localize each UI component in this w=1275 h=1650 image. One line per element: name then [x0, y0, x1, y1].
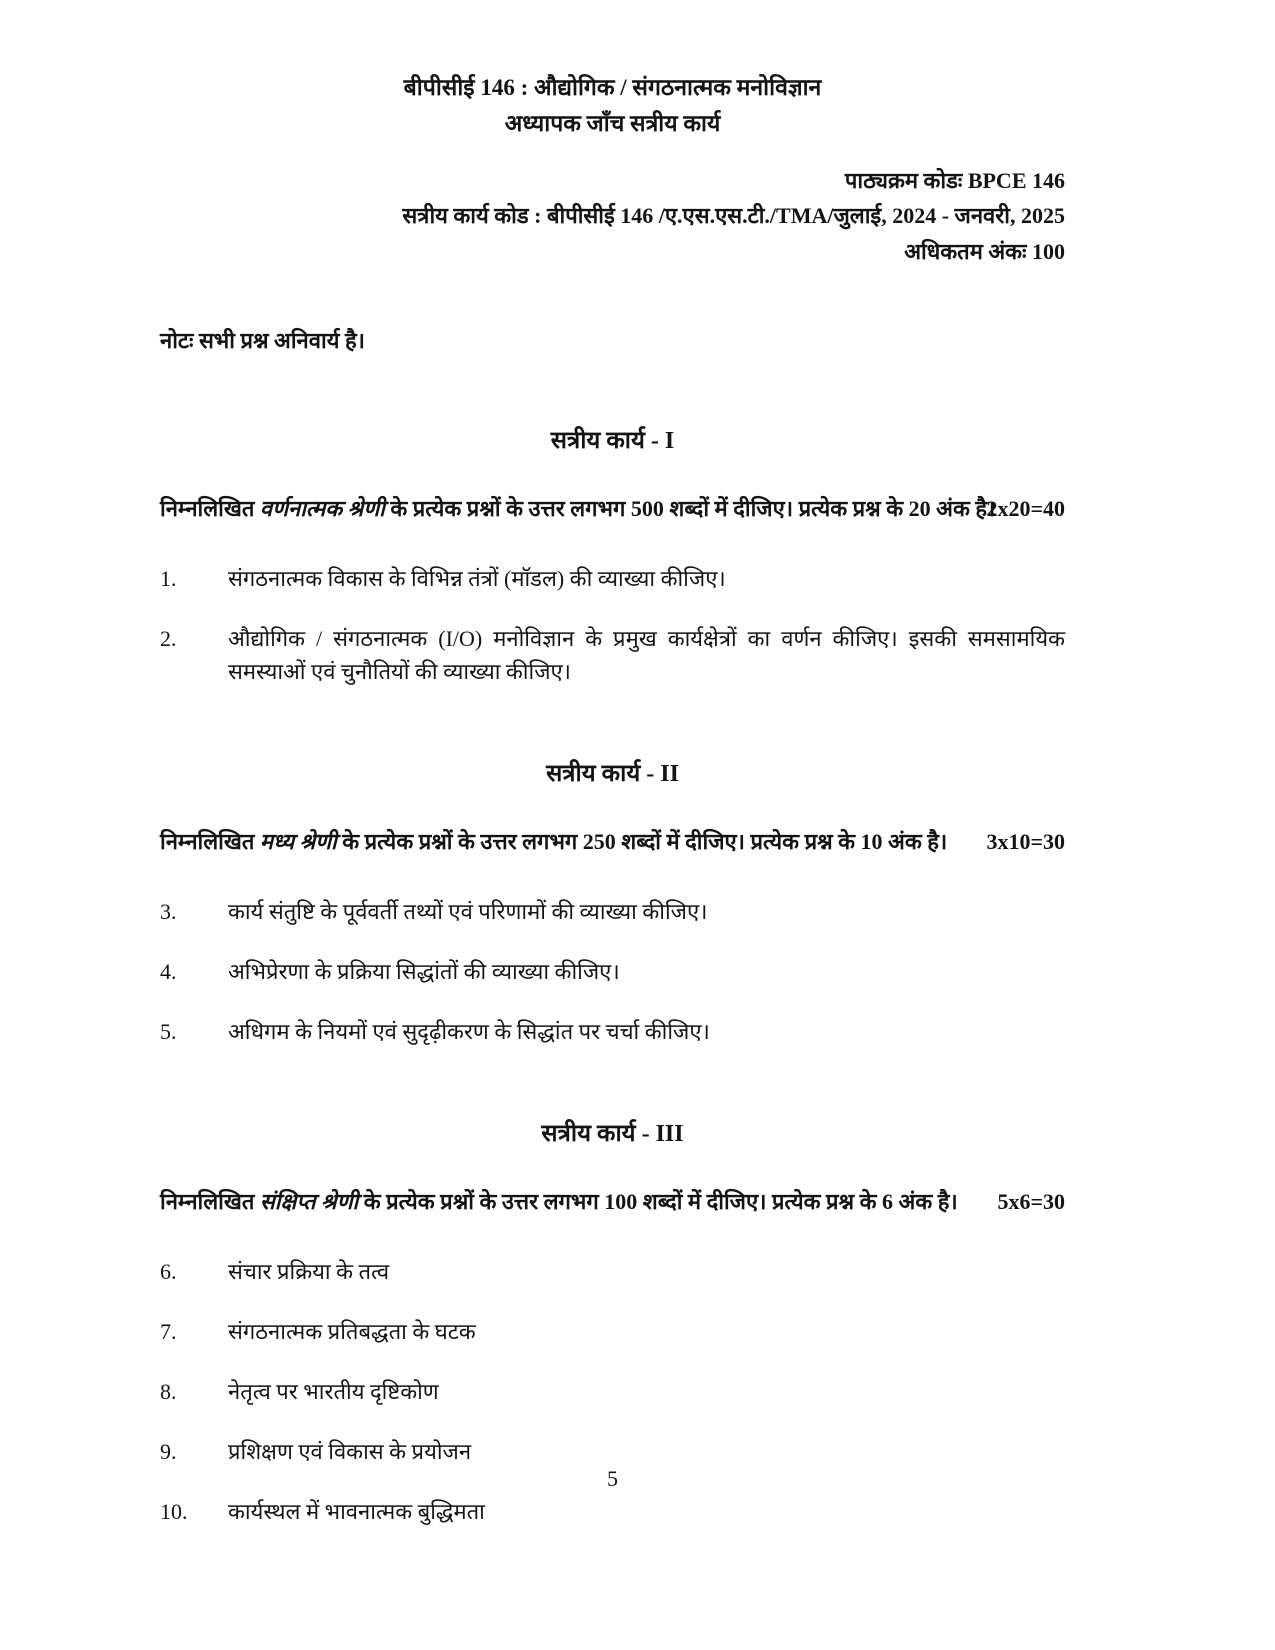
section-1-heading: सत्रीय कार्य - I: [550, 427, 675, 454]
section-1-instruction: [160, 492, 1065, 526]
question-text: संगठनात्मक विकास के विभिन्न तंत्रों (मॉडल) की व्याख्या कीजिए।: [228, 565, 726, 591]
question-number: 10.: [160, 1499, 188, 1525]
question-text: अधिगम के नियमों एवं सुदृढ़ीकरण के सिद्धांत पर चर्चा कीजिए।: [228, 1019, 710, 1045]
header-meta: [160, 163, 1065, 269]
question-number: 6.: [160, 1259, 177, 1285]
section-2-marks: 3x10=30: [986, 828, 1065, 854]
question-row: [160, 1315, 1065, 1348]
section-1: [160, 423, 1065, 688]
section-3-heading: सत्रीय कार्य - III: [541, 1121, 684, 1148]
note-line: नोटः सभी प्रश्न अनिवार्य है।: [160, 327, 365, 353]
question-row: [160, 1495, 1065, 1528]
question-text: कार्यस्थल में भावनात्मक बुद्धिमता: [228, 1499, 485, 1525]
section-2-instruction: [160, 825, 1065, 859]
instruction-prefix: निम्नलिखित: [160, 495, 255, 521]
question-number: 2.: [160, 625, 177, 651]
instruction-category-emphasis: वर्णनात्मक श्रेणी: [259, 495, 385, 521]
instruction-rest: के प्रत्येक प्रश्नों के उत्तर लगभग 500 शब्दों में दीजिए। प्रत्येक प्रश्न के 20 अंक है।: [390, 495, 996, 521]
assignment-code: सत्रीय कार्य कोड : बीपीसीई 146 /ए.एस.एस.टी./TMA/जुलाई, 2024 - जनवरी, 2025: [402, 203, 1065, 229]
question-number: 1.: [160, 565, 177, 591]
instruction-rest: के प्रत्येक प्रश्नों के उत्तर लगभग 100 शब्दों में दीजिए। प्रत्येक प्रश्न के 6 अंक है।: [363, 1189, 958, 1215]
question-number: 8.: [160, 1379, 177, 1405]
question-row: [160, 1015, 1065, 1048]
instruction-prefix: निम्नलिखित: [160, 828, 255, 854]
question-row: [160, 1255, 1065, 1288]
section-3-marks: 5x6=30: [997, 1189, 1065, 1215]
document-title-line1: बीपीसीई 146 : औद्योगिक / संगठनात्मक मनोविज्ञान: [403, 75, 822, 100]
question-number: 9.: [160, 1439, 177, 1465]
question-number: 5.: [160, 1019, 177, 1045]
document-title-line2: अध्यापक जाँच सत्रीय कार्य: [504, 110, 721, 136]
question-text: संगठनात्मक प्रतिबद्धता के घटक: [228, 1319, 476, 1345]
question-text: प्रशिक्षण एवं विकास के प्रयोजन: [228, 1439, 472, 1465]
question-row: [160, 1375, 1065, 1408]
question-text: संचार प्रक्रिया के तत्व: [228, 1259, 390, 1285]
question-row: [160, 562, 1065, 595]
question-text: नेतृत्व पर भारतीय दृष्टिकोण: [228, 1379, 439, 1405]
page-number: 5: [607, 1466, 618, 1491]
question-text: कार्य संतुष्टि के पूर्ववर्ती तथ्यों एवं परिणामों की व्याख्या कीजिए।: [228, 899, 708, 925]
question-text: औद्योगिक / संगठनात्मक (I/O) मनोविज्ञान के प्रमुख कार्यक्षेत्रों का वर्णन कीजिए। इसकी समसामयिक समस्याओं एवं चुनौतियों की व्याख्या कीजिए।: [228, 625, 1065, 684]
instruction-rest: के प्रत्येक प्रश्नों के उत्तर लगभग 250 शब्दों में दीजिए। प्रत्येक प्रश्न के 10 अंक है।: [342, 828, 948, 854]
document-title: [160, 70, 1065, 141]
question-text: अभिप्रेरणा के प्रक्रिया सिद्धांतों की व्याख्या कीजिए।: [228, 959, 620, 985]
question-row: [160, 895, 1065, 928]
course-code: पाठ्यक्रम कोडः BPCE 146: [844, 168, 1065, 194]
section-2: [160, 756, 1065, 1048]
instruction-category-emphasis: मध्य श्रेणी: [259, 828, 337, 854]
question-number: 7.: [160, 1319, 177, 1345]
section-2-heading: सत्रीय कार्य - II: [546, 760, 679, 787]
question-row: [160, 622, 1065, 688]
question-number: 4.: [160, 959, 177, 985]
question-row: [160, 1435, 1065, 1468]
instruction-category-emphasis: संक्षिप्त श्रेणी: [259, 1189, 359, 1215]
max-marks: अधिकतम अंकः 100: [904, 238, 1065, 264]
instruction-prefix: निम्नलिखित: [160, 1189, 255, 1215]
question-number: 3.: [160, 899, 177, 925]
section-1-marks: 2x20=40: [986, 495, 1065, 521]
section-3-instruction: [160, 1185, 1065, 1219]
question-row: [160, 955, 1065, 988]
